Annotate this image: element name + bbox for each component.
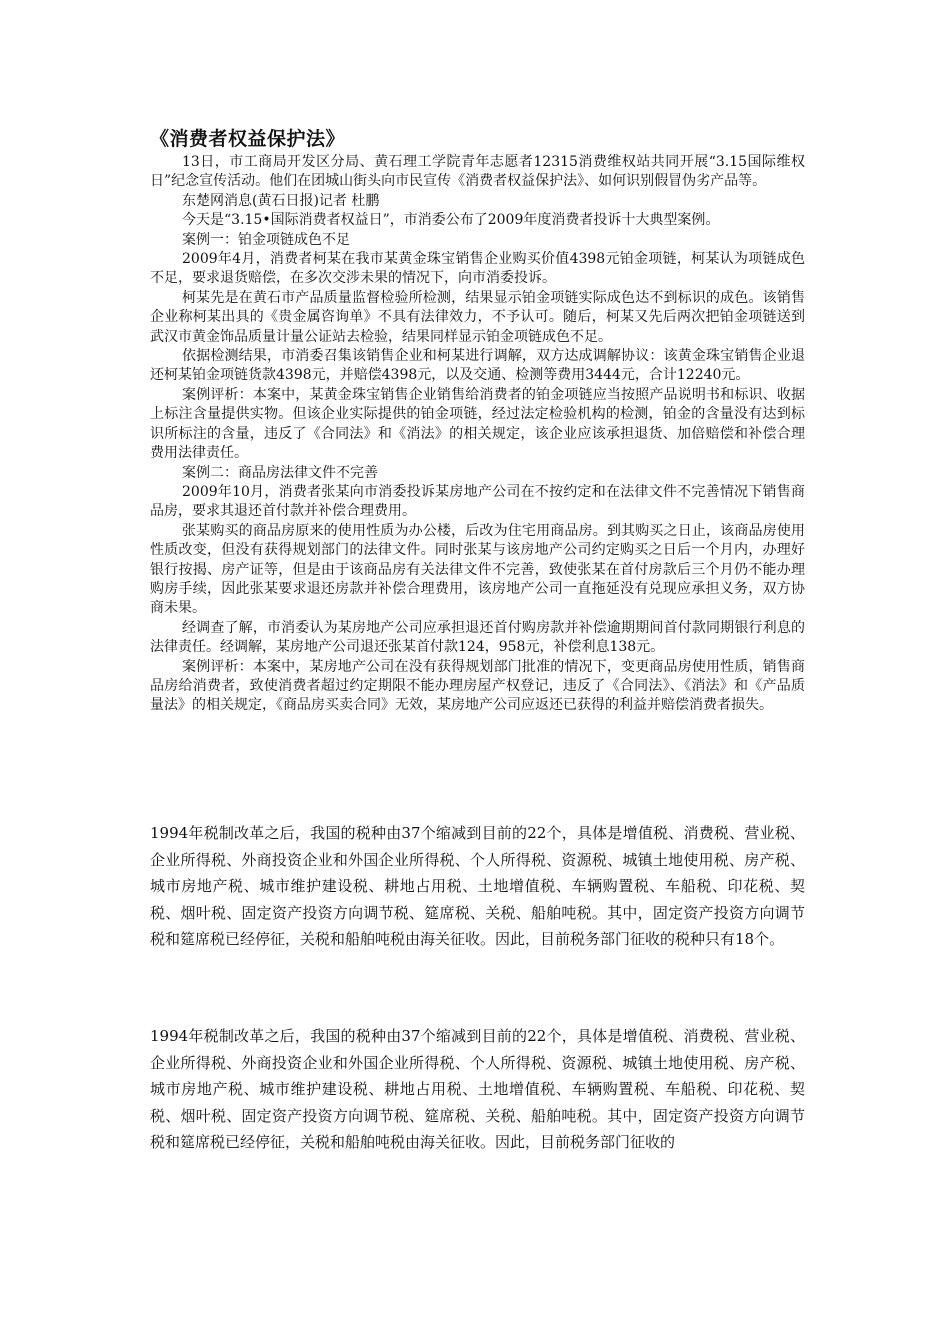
article-body [150, 153, 805, 716]
case-1-paragraph: 柯某先是在黄石市产品质量监督检验所检测，结果显示铂金项链实际成色达不到标识的成色。该销售企业称柯某出具的《贵金属咨询单》不具有法律效力，不予认可。随后，柯某又先后两次把铂金项链送到武汉市黄金饰品质量计量公证站去检验，结果同样显示铂金项链成色不足。 [150, 289, 805, 345]
case-2-paragraph: 张某购买的商品房原来的使用性质为办公楼，后改为住宅用商品房。到其购买之日止，该商品房使用性质改变，但没有获得规划部门的法律文件。同时张某与该房地产公司约定购买之日后一个月内，办理好银行按揭、房产证等，但是由于该商品房有关法律文件不完善，致使张某在首付房款后三个月仍不能办理购房手续，因此张某要求退还房款并补偿合理费用，该房地产公司一直拖延没有兑现应承担义务，双方协商未果。 [150, 522, 805, 617]
document-title: 《消费者权益保护法》 [150, 128, 346, 150]
paragraph-byline: 东楚网消息(黄石日报)记者 杜鹏 [182, 192, 380, 209]
case-2-paragraph: 经调查了解，市消委认为某房地产公司应承担退还首付购房款并补偿逾期期间首付款同期银行利息的法律责任。经调解，某房地产公司退还张某首付款124，958元，补偿利息138元。 [150, 619, 805, 656]
case-1-analysis: 案例评析：本案中，某黄金珠宝销售企业销售给消费者的铂金项链应当按照产品说明书和标识、收据上标注含量提供实物。但该企业实际提供的铂金项链，经过法定检验机构的检测，铂金的含量没有达到标识所标注的含量，违反了《合同法》和《消法》的相关规定，该企业应该承担退货、加倍赔偿和补偿合理费用法律责任。 [150, 386, 805, 462]
paragraph-intro: 13日，市工商局开发区分局、黄石理工学院青年志愿者12315消费维权站共同开展“3.15国际维权日”纪念宣传活动。他们在团城山街头向市民宣传《消费者权益保护法》、如何识别假冒伪劣产品等。 [150, 154, 805, 190]
tax-paragraph-1: 1994年税制改革之后，我国的税种由37个缩减到目前的22个，具体是增值税、消费税、营业税、企业所得税、外商投资企业和外国企业所得税、个人所得税、资源税、城镇土地使用税、房产税、城市房地产税、城市维护建设税、耕地占用税、土地增值税、车辆购置税、车船税、印花税、契税、烟叶税、固定资产投资方向调节税、筵席税、关税、船舶吨税。其中，固定资产投资方向调节税和筵席税已经停征，关税和船舶吨税由海关征收。因此，目前税务部门征收的税种只有18个。 [150, 824, 805, 948]
case-2-paragraph: 2009年10月，消费者张某向市消委投诉某房地产公司在不按约定和在法律文件不完善情况下销售商品房，要求其退还首付款并补偿合理费用。 [150, 483, 805, 520]
case-1-paragraph: 2009年4月，消费者柯某在我市某黄金珠宝销售企业购买价值4398元铂金项链，柯某认为项链成色不足，要求退货赔偿，在多次交涉未果的情况下，向市消委投诉。 [150, 251, 805, 287]
case-1-paragraph: 依据检测结果，市消委召集该销售企业和柯某进行调解，双方达成调解协议：该黄金珠宝销售企业退还柯某铂金项链货款4398元，并赔偿4398元，以及交通、检测等费用3444元，合计12240元。 [150, 348, 805, 384]
paragraph-lead: 今天是“3.15•国际消费者权益日”，市消委公布了2009年度消费者投诉十大典型案例。 [182, 212, 720, 229]
case-1-heading: 案例一：铂金项链成色不足 [182, 231, 350, 248]
case-2-heading: 案例二：商品房法律文件不完善 [182, 464, 378, 481]
case-2-analysis: 案例评析：本案中，某房地产公司在没有获得规划部门批准的情况下，变更商品房使用性质，销售商品房给消费者，致使消费者超过约定期限不能办理房屋产权登记，违反了《合同法》、《消法》和《产品质量法》的相关规定，《商品房买卖合同》无效，某房地产公司应返还已获得的利益并赔偿消费者损失。 [150, 658, 805, 714]
tax-paragraph-2: 1994年税制改革之后，我国的税种由37个缩减到目前的22个，具体是增值税、消费税、营业税、企业所得税、外商投资企业和外国企业所得税、个人所得税、资源税、城镇土地使用税、房产税、城市房地产税、城市维护建设税、耕地占用税、土地增值税、车辆购置税、车船税、印花税、契税、烟叶税、固定资产投资方向调节税、筵席税、关税、船舶吨税。其中，固定资产投资方向调节税和筵席税已经停征，关税和船舶吨税由海关征收。因此，目前税务部门征收的 [150, 1027, 805, 1151]
